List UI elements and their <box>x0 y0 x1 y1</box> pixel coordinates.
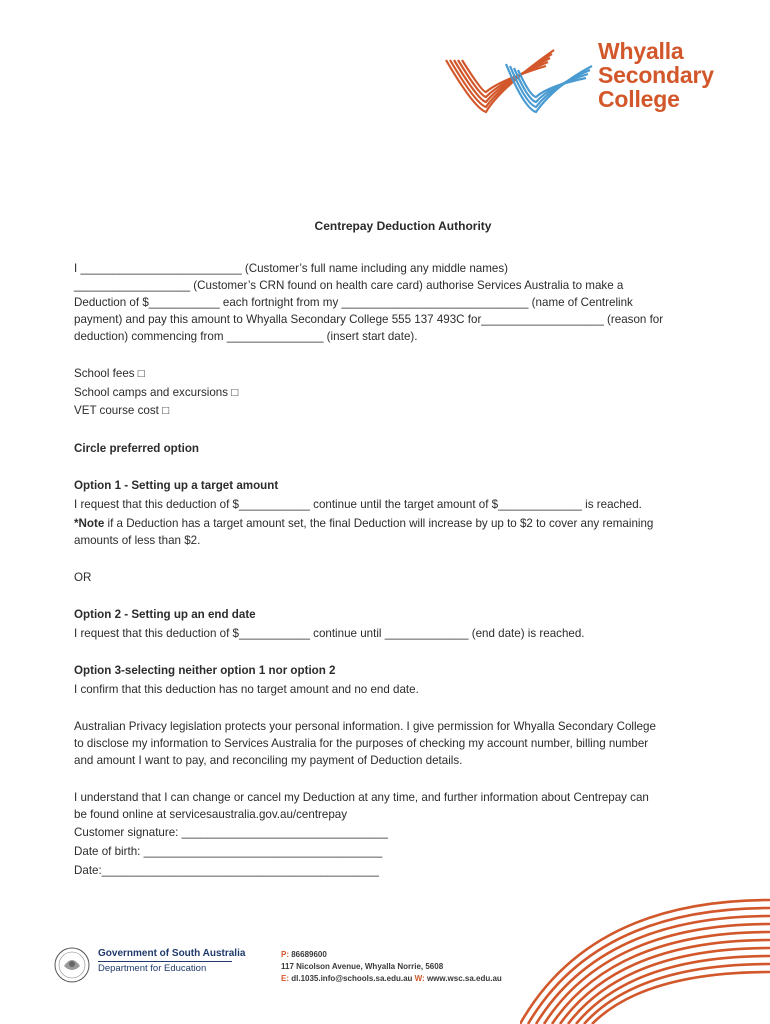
reason-vet-course[interactable]: VET course cost □ <box>74 404 170 417</box>
college-emblem-icon <box>444 38 594 118</box>
date-field[interactable]: Date:___________________________________________ <box>74 864 379 877</box>
authority-line-4: payment) and pay this amount to Whyalla Secondary College 555 137 493C for___________________ (reason for <box>74 313 664 326</box>
page-title: Centrepay Deduction Authority <box>314 219 492 233</box>
authority-line-2: __________________ (Customer’s CRN found on health care card) authorise Services Australia to make a <box>74 279 624 292</box>
option1-note <box>74 515 653 532</box>
date-of-birth-field[interactable]: Date of birth: _____________________________________ <box>74 845 383 858</box>
note-text: if a Deduction has a target amount set, the final Deduction will increase by up to $2 to cover any remaining <box>104 517 654 530</box>
email-link[interactable]: dl.1035.info@schools.sa.edu.au <box>291 974 413 983</box>
understand-line-1: I understand that I can change or cancel my Deduction at any time, and further information about Centrepay can <box>74 791 649 804</box>
phone-label: P: <box>281 950 289 959</box>
option1-line: I request that this deduction of $___________ continue until the target amount of $_____________ is reached. <box>74 498 642 511</box>
option3-heading: Option 3-selecting neither option 1 nor option 2 <box>74 664 336 677</box>
contact-phone <box>281 950 327 959</box>
email-label: E: <box>281 974 289 983</box>
decorative-arcs-icon <box>520 860 770 1024</box>
phone-value: 86689600 <box>291 950 327 959</box>
privacy-line-2: to disclose my information to Services Australia for the purposes of checking my account number, billing number <box>74 737 649 750</box>
customer-signature-field[interactable]: Customer signature: ________________________________ <box>74 826 388 839</box>
logo-word-2: Secondary <box>598 62 714 88</box>
understand-line-2: be found online at servicesaustralia.gov.au/centrepay <box>74 808 348 821</box>
reason-school-fees[interactable]: School fees □ <box>74 367 145 380</box>
government-crest-icon <box>52 946 92 984</box>
privacy-line-3: and amount I want to pay, and reconciling my payment of Deduction details. <box>74 754 463 767</box>
reason-camps-excursions[interactable]: School camps and excursions □ <box>74 386 239 399</box>
circle-option-heading: Circle preferred option <box>74 442 199 455</box>
option2-heading: Option 2 - Setting up an end date <box>74 608 256 621</box>
department-name: Department for Education <box>98 963 207 974</box>
authority-line-1: I _________________________ (Customer’s full name including any middle names) <box>74 262 508 275</box>
government-name: Government of South Australia <box>98 948 246 959</box>
privacy-line-1: Australian Privacy legislation protects your personal information. I give permission for Whyalla Secondary College <box>74 720 656 733</box>
option2-line: I request that this deduction of $___________ continue until _____________ (end date) is reached. <box>74 627 585 640</box>
note-label: *Note <box>74 517 105 530</box>
contact-address: 117 Nicolson Avenue, Whyalla Norrie, 5608 <box>281 962 444 971</box>
logo-word-1: Whyalla <box>598 38 684 64</box>
website-link[interactable]: www.wsc.sa.edu.au <box>426 974 502 983</box>
option3-line: I confirm that this deduction has no target amount and no end date. <box>74 683 419 696</box>
contact-email-web <box>281 974 502 983</box>
or-separator: OR <box>74 571 92 584</box>
college-logo <box>444 38 744 118</box>
web-label: W: <box>414 974 425 983</box>
government-divider <box>98 961 232 962</box>
authority-line-3: Deduction of $___________ each fortnight from my _____________________________ (name of Centrelink <box>74 296 633 309</box>
logo-word-3: College <box>598 86 680 112</box>
authority-line-5: deduction) commencing from _______________ (insert start date). <box>74 330 418 343</box>
option1-heading: Option 1 - Setting up a target amount <box>74 479 279 492</box>
option1-note-cont: amounts of less than $2. <box>74 534 201 547</box>
